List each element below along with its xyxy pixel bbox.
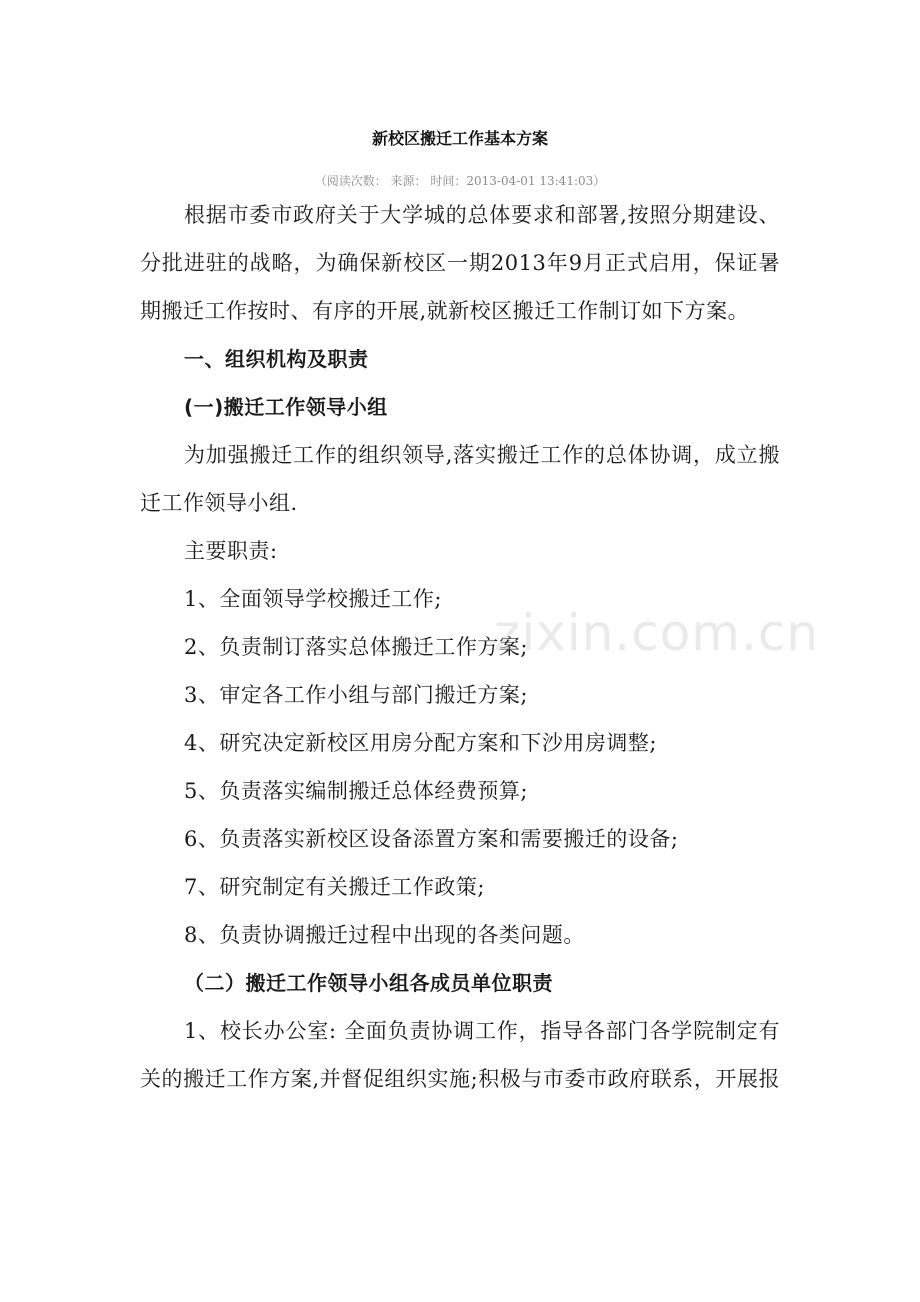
watermark: zixin.com.cn xyxy=(494,604,820,662)
list-item: 6、负责落实新校区设备添置方案和需要搬迁的设备; xyxy=(184,827,679,851)
list-item: 5、负责落实编制搬迁总体经费预算; xyxy=(184,779,528,803)
section-heading: 一、组织机构及职责 xyxy=(184,347,369,371)
document-meta: （阅读次数： 来源： 时间：2013-04-01 13:41:03） xyxy=(314,174,606,188)
list-item: 1、全面领导学校搬迁工作; xyxy=(184,587,442,611)
subsection-heading: （二）搬迁工作领导小组各成员单位职责 xyxy=(184,971,553,995)
paragraph-line: 期搬迁工作按时、有序的开展,就新校区搬迁工作制订如下方案。 xyxy=(140,299,750,323)
list-item: 7、研究制定有关搬迁工作政策; xyxy=(184,875,485,899)
paragraph-line: 关的搬迁工作方案,并督促组织实施;积极与市委市政府联系，开展报 xyxy=(140,1067,780,1091)
paragraph-line: 为加强搬迁工作的组织领导,落实搬迁工作的总体协调，成立搬 xyxy=(184,443,780,467)
document-title: 新校区搬迁工作基本方案 xyxy=(371,129,548,148)
list-item: 4、研究决定新校区用房分配方案和下沙用房调整; xyxy=(184,731,657,755)
paragraph-line: 1、校长办公室: 全面负责协调工作，指导各部门各学院制定有 xyxy=(184,1019,780,1043)
list-item: 3、审定各工作小组与部门搬迁方案; xyxy=(184,683,528,707)
list-item: 2、负责制订落实总体搬迁工作方案; xyxy=(184,635,528,659)
list-item: 8、负责协调搬迁过程中出现的各类问题。 xyxy=(184,923,585,947)
subsection-heading: (一)搬迁工作领导小组 xyxy=(184,395,388,419)
paragraph-line: 分批进驻的战略，为确保新校区一期2013年9月正式启用，保证暑 xyxy=(140,251,780,275)
paragraph-line: 主要职责: xyxy=(184,539,278,563)
paragraph-line: 迁工作领导小组. xyxy=(140,491,298,515)
paragraph-line: 根据市委市政府关于大学城的总体要求和部署,按照分期建设、 xyxy=(184,203,780,227)
